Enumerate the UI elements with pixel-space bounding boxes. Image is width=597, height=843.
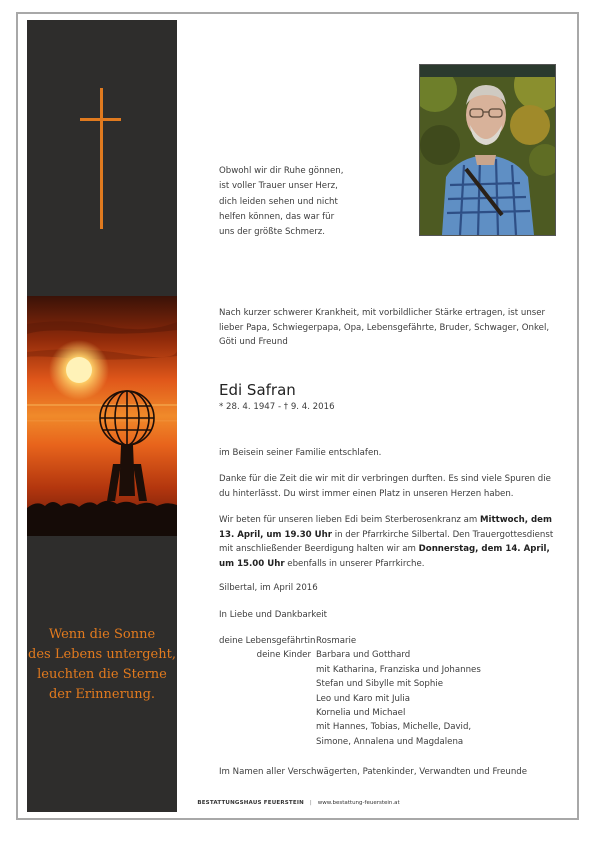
thanks-line: Danke für die Zeit die wir mit dir verbringen durften. Es sind viele Spuren die	[219, 474, 551, 484]
cross-icon-bar	[80, 118, 121, 121]
consolation-quote	[219, 164, 343, 240]
life-dates: * 28. 4. 1947 - † 9. 4. 2016	[219, 402, 335, 412]
service-text: ebenfalls in unserer Pfarrkirche.	[284, 558, 425, 569]
thanks-paragraph	[219, 472, 551, 501]
mourner-label	[219, 720, 316, 734]
portrait-photo	[419, 64, 556, 236]
service-date: Donnerstag, dem 14. April,	[418, 544, 550, 554]
mourner-names: Barbara und Gotthard	[316, 650, 411, 661]
verse-line: Wenn die Sonne	[48, 627, 156, 642]
verse-line: der Erinnerung.	[48, 687, 156, 702]
mourner-row	[219, 692, 481, 706]
mourner-row	[219, 735, 481, 749]
quote-line: dich leiden sehen und nicht	[219, 196, 338, 207]
service-text: mit anschließender Beerdigung halten wir am	[219, 544, 419, 554]
mourner-row	[219, 634, 481, 648]
mourner-row	[219, 720, 481, 734]
mourner-names: Simone, Annalena und Magdalena	[316, 736, 464, 747]
mourner-names: Leo und Karo mit Julia	[316, 693, 410, 704]
mourner-row	[219, 663, 481, 677]
mourner-names: Stefan und Sibylle mit Sophie	[316, 679, 443, 690]
footer-separator: |	[309, 800, 312, 806]
funeral-home-website[interactable]: www.bestattung-feuerstein.at	[317, 800, 400, 806]
mourner-names: mit Hannes, Tobias, Michelle, David,	[316, 722, 472, 733]
mourners-list	[219, 634, 481, 749]
mourner-row	[219, 677, 481, 691]
mourner-label: deine Lebensgefährtin	[219, 636, 316, 646]
funeral-home-name: BESTATTUNGSHAUS FEUERSTEIN	[197, 800, 304, 806]
mourner-label	[219, 692, 316, 706]
mourner-label: deine Kinder	[256, 650, 311, 661]
footer	[0, 800, 597, 806]
verse-line: des Lebens untergeht,	[28, 647, 176, 662]
quote-line: Obwohl wir dir Ruhe gönnen,	[219, 166, 344, 176]
intro-line: lieber Papa, Schwiegerpapa, Opa, Lebensgefährte, Bruder, Schwager, Onkel,	[219, 322, 550, 333]
quote-line: ist voller Trauer unser Herz,	[219, 181, 338, 192]
mourner-label	[219, 706, 316, 720]
mourner-label	[219, 735, 316, 749]
memorial-verse	[27, 625, 177, 705]
intro-paragraph	[219, 306, 549, 350]
mourner-row	[219, 706, 481, 720]
service-date: Mittwoch, dem	[480, 515, 552, 525]
mourner-names: mit Katharina, Franziska und Johannes	[316, 664, 481, 675]
service-text: in der Pfarrkirche Silbertal. Den Trauergottesdienst	[331, 529, 554, 540]
service-paragraph	[219, 513, 553, 571]
mourner-label	[219, 663, 316, 677]
thanks-line: du hinterlässt. Du wirst immer einen Platz in unseren Herzen haben.	[219, 488, 514, 499]
closing-line: In Liebe und Dankbarkeit	[219, 610, 328, 620]
intro-line: Göti und Freund	[219, 337, 288, 347]
mourner-label	[219, 677, 316, 691]
verse-line: leuchten die Sterne	[37, 667, 167, 682]
mourner-names: Rosmarie	[316, 636, 357, 646]
deceased-name: Edi Safran	[219, 381, 296, 399]
intro-line: Nach kurzer schwerer Krankheit, mit vorbildlicher Stärke ertragen, ist unser	[219, 308, 546, 318]
cross-icon	[100, 88, 103, 229]
sunset-globe-image	[27, 296, 177, 536]
mourner-row	[219, 648, 481, 662]
service-text: Wir beten für unseren lieben Edi beim Sterberosenkranz am	[219, 515, 480, 525]
service-date: um 15.00 Uhr	[219, 558, 285, 569]
place-date: Silbertal, im April 2016	[219, 583, 318, 593]
family-note: im Beisein seiner Familie entschlafen.	[219, 448, 382, 458]
quote-line: helfen können, das war für	[219, 211, 335, 222]
service-date: 13. April, um 19.30 Uhr	[219, 529, 332, 540]
mourner-names: Kornelia und Michael	[316, 707, 406, 718]
relatives-line: Im Namen aller Verschwägerten, Patenkinder, Verwandten und Freunde	[219, 767, 528, 777]
quote-line: uns der größte Schmerz.	[219, 227, 326, 238]
